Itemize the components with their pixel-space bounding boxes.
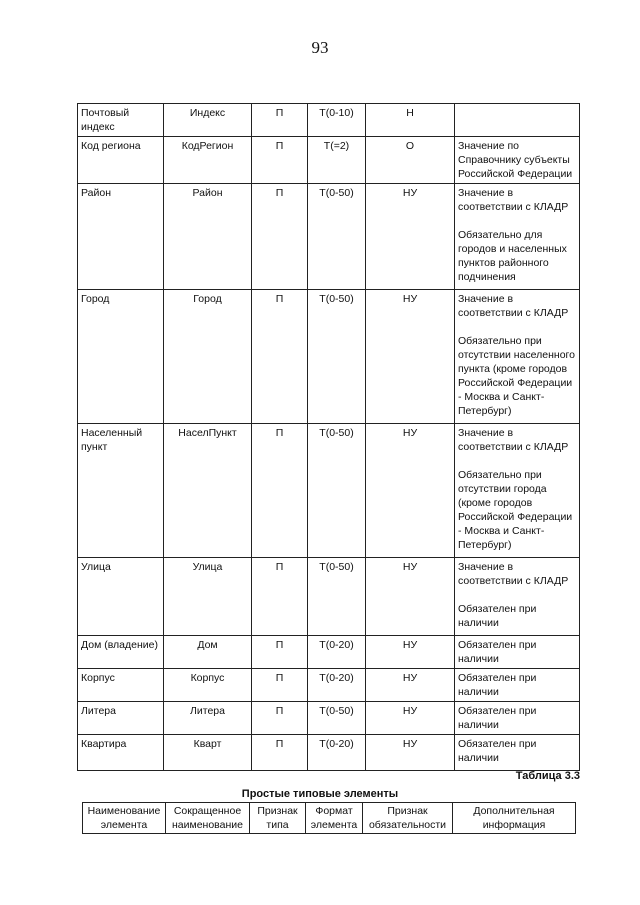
element-name-cell: Город: [78, 290, 164, 424]
required-flag-cell: НУ: [366, 290, 455, 424]
short-name-cell: Литера: [164, 702, 252, 735]
header-cell: Признак обязательности: [363, 803, 453, 834]
type-flag-cell: П: [252, 104, 308, 137]
short-name-cell: Индекс: [164, 104, 252, 137]
additional-info-cell: Обязателен при наличии: [455, 702, 580, 735]
element-format-cell: Т(0-50): [308, 558, 366, 636]
required-flag-cell: НУ: [366, 184, 455, 290]
table-title: Простые типовые элементы: [241, 788, 399, 800]
table-row: [78, 137, 580, 184]
type-flag-cell: П: [252, 184, 308, 290]
short-name-cell: КодРегион: [164, 137, 252, 184]
additional-info-cell: Обязателен при наличии: [455, 669, 580, 702]
element-name-cell: Район: [78, 184, 164, 290]
element-name-cell: Код региона: [78, 137, 164, 184]
table-row: [78, 558, 580, 636]
table-row: [78, 669, 580, 702]
additional-info-cell: Значение в соответствии с КЛАДР Обязательно для городов и населенных пунктов районного подчинения: [455, 184, 580, 290]
table-row: [78, 735, 580, 771]
required-flag-cell: НУ: [366, 424, 455, 558]
header-cell: Дополнительная информация: [453, 803, 576, 834]
type-flag-cell: П: [252, 424, 308, 558]
element-format-cell: Т(=2): [308, 137, 366, 184]
type-flag-cell: П: [252, 669, 308, 702]
table-row: [78, 184, 580, 290]
additional-info-cell: Обязателен при наличии: [455, 735, 580, 771]
element-format-cell: Т(0-20): [308, 735, 366, 771]
short-name-cell: НаселПункт: [164, 424, 252, 558]
type-flag-cell: П: [252, 558, 308, 636]
additional-info-cell: Значение в соответствии с КЛАДР Обязательно при отсутствии города (кроме городов Российской Федерации - Москва и Санкт- Петербург): [455, 424, 580, 558]
type-flag-cell: П: [252, 290, 308, 424]
additional-info-cell: Значение в соответствии с КЛАДР Обязателен при наличии: [455, 558, 580, 636]
element-name-cell: Улица: [78, 558, 164, 636]
short-name-cell: Район: [164, 184, 252, 290]
element-name-cell: Литера: [78, 702, 164, 735]
address-elements-table: [77, 103, 580, 771]
type-flag-cell: П: [252, 636, 308, 669]
required-flag-cell: НУ: [366, 669, 455, 702]
element-format-cell: Т(0-20): [308, 636, 366, 669]
required-flag-cell: НУ: [366, 702, 455, 735]
short-name-cell: Дом: [164, 636, 252, 669]
element-format-cell: Т(0-50): [308, 424, 366, 558]
element-format-cell: Т(0-10): [308, 104, 366, 137]
header-cell: Признак типа: [250, 803, 306, 834]
required-flag-cell: НУ: [366, 636, 455, 669]
element-name-cell: Почтовый индекс: [78, 104, 164, 137]
required-flag-cell: НУ: [366, 558, 455, 636]
short-name-cell: Улица: [164, 558, 252, 636]
header-cell: Формат элемента: [306, 803, 363, 834]
table-row: [78, 290, 580, 424]
type-flag-cell: П: [252, 702, 308, 735]
type-flag-cell: П: [252, 735, 308, 771]
table-row: [78, 702, 580, 735]
table-row: [78, 636, 580, 669]
header-cell: Наименование элемента: [83, 803, 166, 834]
table-row: [78, 104, 580, 137]
required-flag-cell: О: [366, 137, 455, 184]
short-name-cell: Кварт: [164, 735, 252, 771]
element-format-cell: Т(0-20): [308, 669, 366, 702]
additional-info-cell: Значение в соответствии с КЛАДР Обязательно при отсутствии населенного пункта (кроме городов Российской Федерации - Москва и Санкт- Петербург): [455, 290, 580, 424]
additional-info-cell: [455, 104, 580, 137]
header-cell: Сокращенное наименование: [166, 803, 250, 834]
simple-elements-table-header: [82, 802, 576, 834]
element-name-cell: Квартира: [78, 735, 164, 771]
element-name-cell: Дом (владение): [78, 636, 164, 669]
required-flag-cell: Н: [366, 104, 455, 137]
required-flag-cell: НУ: [366, 735, 455, 771]
table-caption: Таблица 3.3: [515, 770, 580, 782]
element-format-cell: Т(0-50): [308, 702, 366, 735]
element-format-cell: Т(0-50): [308, 290, 366, 424]
element-name-cell: Населенный пункт: [78, 424, 164, 558]
additional-info-cell: Значение по Справочнику субъекты Российской Федерации: [455, 137, 580, 184]
additional-info-cell: Обязателен при наличии: [455, 636, 580, 669]
short-name-cell: Город: [164, 290, 252, 424]
element-name-cell: Корпус: [78, 669, 164, 702]
page-number: 93: [311, 38, 329, 57]
short-name-cell: Корпус: [164, 669, 252, 702]
element-format-cell: Т(0-50): [308, 184, 366, 290]
table-row: [78, 424, 580, 558]
type-flag-cell: П: [252, 137, 308, 184]
table-header-row: [83, 803, 576, 834]
